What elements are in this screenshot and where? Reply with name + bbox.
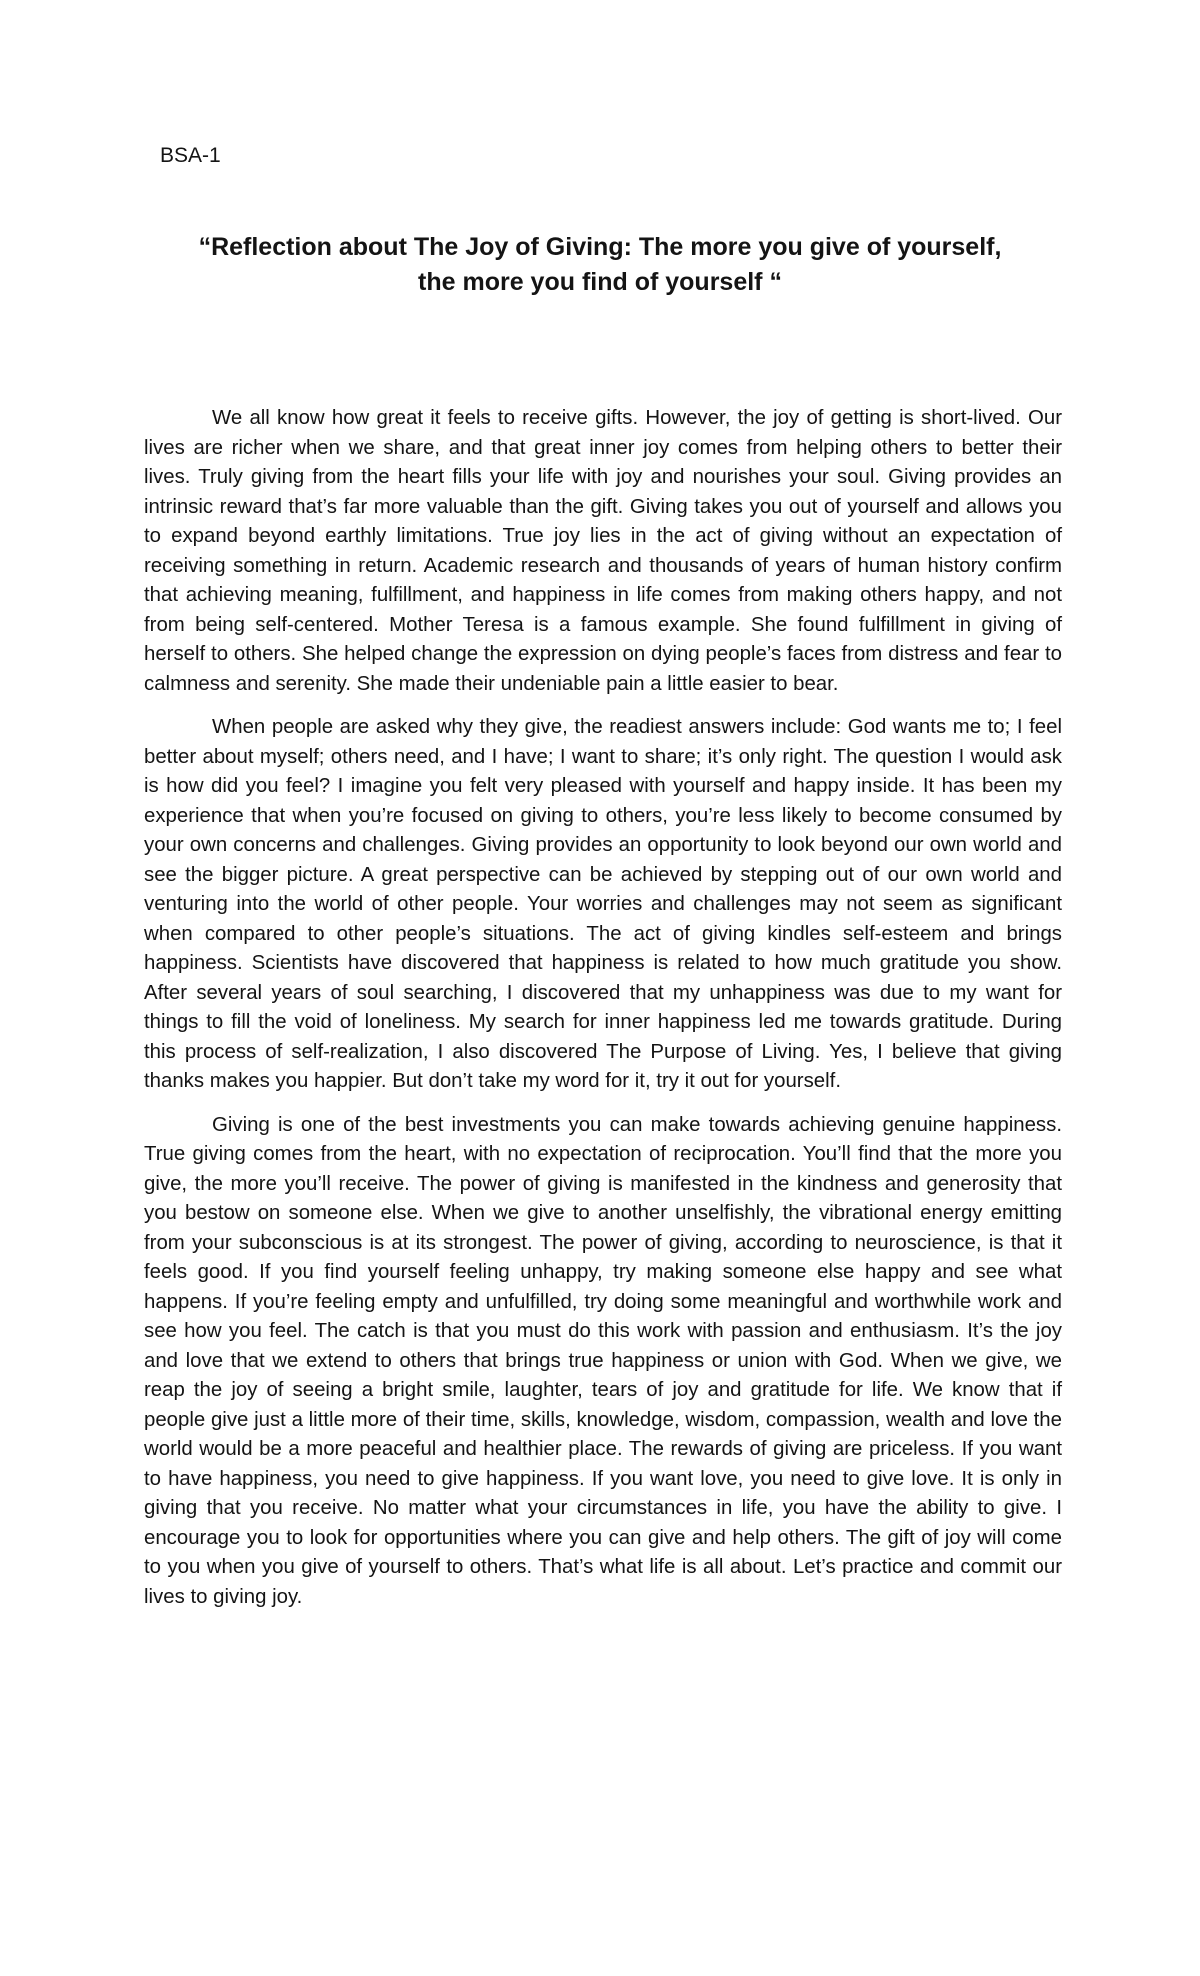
essay-title-line-2: the more you find of yourself “ xyxy=(418,268,782,296)
paragraph-3: Giving is one of the best investments you can make towards achieving genuine happiness. True giving comes from the heart, with no expectation of reciprocation. You’ll find that the more you give, the more you’ll receive. The power of giving is manifested in the kindness and generosity that you bestow on someone else. When we give to another unselfishly, the vibrational energy emitting from your subconscious is at its strongest. The power of giving, according to neuroscience, is that it feels good. If you find yourself feeling unhappy, try making someone else happy and see what happens. If you’re feeling empty and unfulfilled, try doing some meaningful and worthwhile work and see how you feel. The catch is that you must do this work with passion and enthusiasm. It’s the joy and love that we extend to others that brings true happiness or union with God. When we give, we reap the joy of seeing a bright smile, laughter, tears of joy and gratitude for life. We know that if people give just a little more of their time, skills, knowledge, wisdom, compassion, wealth and love the world would be a more peaceful and healthier place. The rewards of giving are priceless. If you want to have happiness, you need to give happiness. If you want love, you need to give love. It is only in giving that you receive. No matter what your circumstances in life, you have the ability to give. I encourage you to look for opportunities where you can give and help others. The gift of joy will come to you when you give of yourself to others. That’s what life is all about. Let’s practice and commit our lives to giving joy. xyxy=(144,1113,1062,1608)
paragraph-1: We all know how great it feels to receive gifts. However, the joy of getting is short-lived. Our lives are richer when we share, and that great inner joy comes from helping others to better their lives. Truly giving from the heart fills your life with joy and nourishes your soul. Giving provides an intrinsic reward that’s far more valuable than the gift. Giving takes you out of yourself and allows you to expand beyond earthly limitations. True joy lies in the act of giving without an expectation of receiving something in return. Academic research and thousands of years of human history confirm that achieving meaning, fulfillment, and happiness in life comes from making others happy, and not from being self-centered. Mother Teresa is a famous example. She found fulfillment in giving of herself to others. She helped change the expression on dying people’s faces from distress and fear to calmness and serenity. She made their undeniable pain a little easier to bear. xyxy=(144,407,1062,695)
paragraph-2: When people are asked why they give, the readiest answers include: God wants me to; I feel better about myself; others need, and I have; I want to share; it’s only right. The question I would ask is how did you feel? I imagine you felt very pleased with yourself and happy inside. It has been my experience that when you’re focused on giving to others, you’re less likely to become consumed by your own concerns and challenges. Giving provides an opportunity to look beyond our own world and see the bigger picture. A great perspective can be achieved by stepping out of our own world and venturing into the world of other people. Your worries and challenges may not seem as significant when compared to other people’s situations. The act of giving kindles self-esteem and brings happiness. Scientists have discovered that happiness is related to how much gratitude you show. After several years of soul searching, I discovered that my unhappiness was due to my want for things to fill the void of loneliness. My search for inner happiness led me towards gratitude. During this process of self-realization, I also discovered The Purpose of Living. Yes, I believe that giving thanks makes you happier. But don’t take my word for it, try it out for yourself. xyxy=(144,716,1062,1092)
essay-title-line-1: “Reflection about The Joy of Giving: The more you give of yourself, xyxy=(198,233,1002,261)
essay-body xyxy=(144,404,1062,1626)
essay-title xyxy=(120,230,1080,300)
course-code: BSA-1 xyxy=(160,144,221,167)
